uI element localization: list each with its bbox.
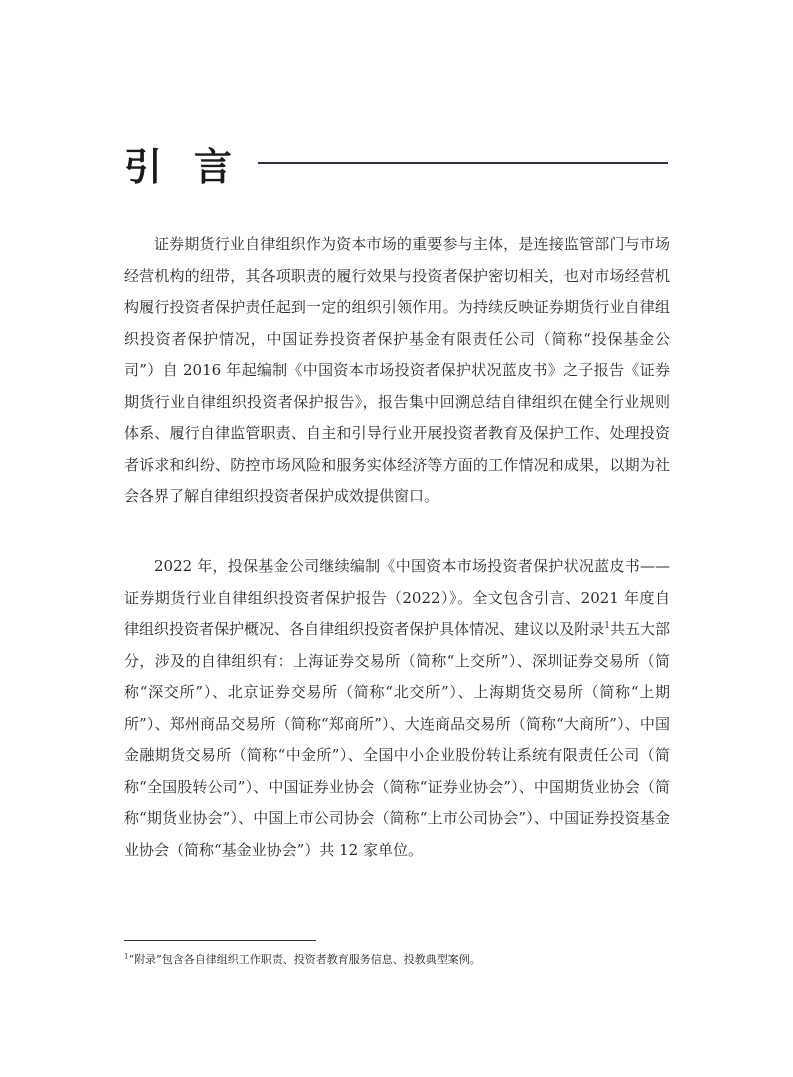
title-char-2: 言 — [194, 144, 233, 189]
footnote-mark: 1 — [124, 952, 129, 961]
footnote — [124, 951, 481, 967]
paragraph-text-2 — [124, 551, 670, 866]
paragraph-2-part-b: 共五大部分，涉及的自律组织有：上海证券交易所（简称“上交所”）、深圳证券交易所（简称“深交所”）、北京证券交易所（简称“北交所”）、上海期货交易所（简称“上期所”）、郑州商品交易所（简称“郑商所”）、大连商品交易所（简称“大商所”）、中国金融期货交易所（简称“中金所”）、全国中小企业股份转让系统有限责任公司（简称“全国股转公司”）、中国证券业协会（简称“证券业协会”）、中国期货业协会（简称“期货业协会”）、中国上市公司协会（简称“上市公司协会”）、中国证券投资基金业协会（简称“基金业协会”）共 12 家单位。 — [124, 620, 670, 859]
paragraph-2-part-a: 2022 年，投保基金公司继续编制《中国资本市场投资者保护状况蓝皮书——证券期货行业自律组织投资者保护报告（2022）》。全文包含引言、2021 年度自律组织投资者保护概况、各自律组织投资者保护具体情况、建议以及附录 — [124, 557, 670, 638]
intro-paragraph-1 — [124, 229, 670, 513]
intro-paragraph-2 — [124, 551, 670, 866]
title-char-1: 引 — [124, 144, 163, 189]
paragraph-text: 证券期货行业自律组织作为资本市场的重要参与主体，是连接监管部门与市场经营机构的纽带，其各项职责的履行效果与投资者保护密切相关，也对市场经营机构履行投资者保护责任起到一定的组织引领作用。为持续反映证券期货行业自律组织投资者保护情况，中国证券投资者保护基金有限责任公司（简称“投保基金公司”）自 2016 年起编制《中国资本市场投资者保护状况蓝皮书》之子报告《证券期货行业自律组织投资者保护报告》，报告集中回溯总结自律组织在健全行业规则体系、履行自律监管职责、自主和引导行业开展投资者教育及保护工作、处理投资者诉求和纠纷、防控市场风险和服务实体经济等方面的工作情况和成果，以期为社会各界了解自律组织投资者保护成效提供窗口。 — [124, 235, 670, 505]
section-title — [124, 136, 232, 191]
footnote-ref[interactable]: 1 — [604, 621, 610, 631]
footnote-text: “附录”包含各自律组织工作职责、投资者教育服务信息、投教典型案例。 — [128, 953, 481, 966]
footnote-rule — [124, 940, 316, 941]
title-rule — [258, 162, 668, 164]
